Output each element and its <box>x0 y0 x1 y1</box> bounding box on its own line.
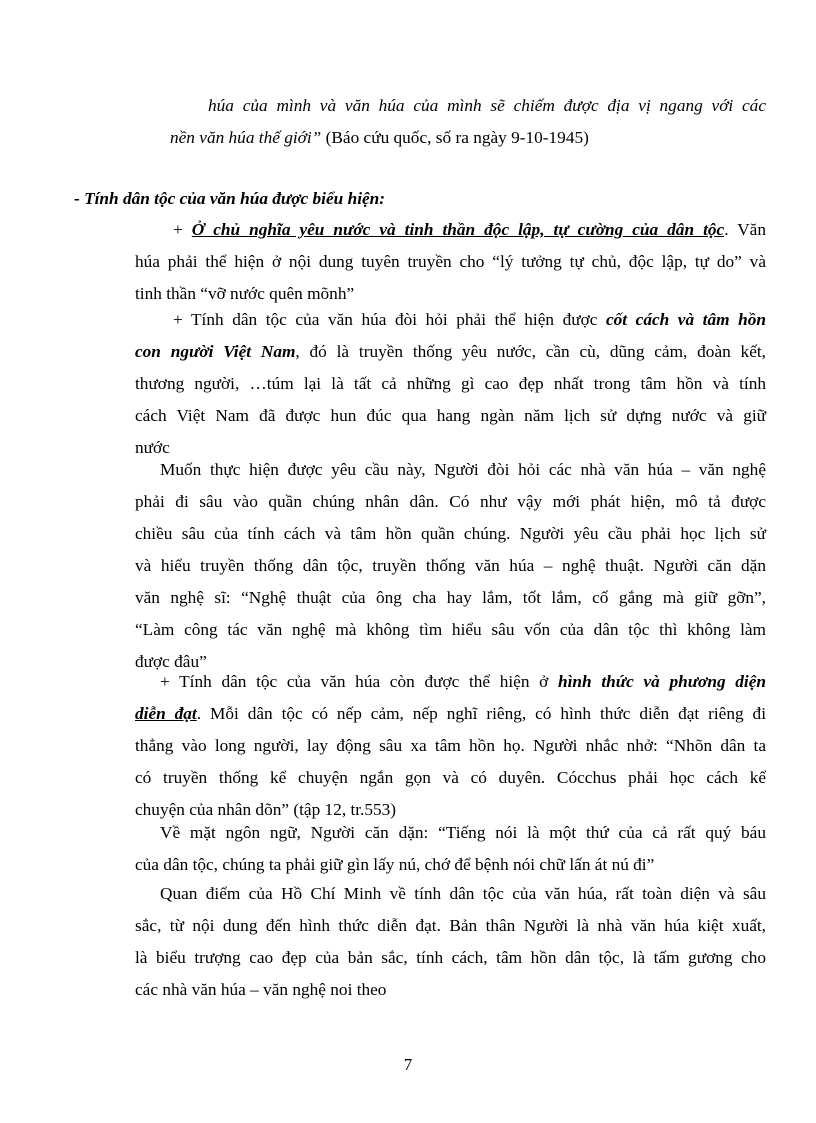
para1-line-1 <box>173 214 766 246</box>
para6-line-4: các nhà văn húa – văn nghệ noi theo <box>135 980 387 999</box>
paragraph-1 <box>135 214 766 310</box>
para2-line-5: nước <box>135 438 170 457</box>
para3-line-5: văn nghệ sĩ: “Nghệ thuật của ông cha hay lắm, tốt lắm, cố gắng mà giữ gỡn”, <box>135 588 766 607</box>
section-heading <box>74 183 674 215</box>
para2-text-1: + Tính dân tộc của văn húa đòi hỏi phải thể hiện được <box>173 310 606 329</box>
para3-line-4: và hiểu truyền thống dân tộc, truyền thống văn húa – nghệ thuật. Người căn dặn <box>135 556 766 575</box>
para5-line-2: của dân tộc, chúng ta phải giữ gìn lấy nú, chớ để bệnh nói chữ lấn át nú đi” <box>135 855 655 874</box>
para5-line-1: Về mặt ngôn ngữ, Người căn dặn: “Tiếng nói là một thứ của cả rất quý báu <box>160 823 766 842</box>
para1-after: . Văn <box>724 220 766 239</box>
para6-line-3: là biểu trượng cao đẹp của bản sắc, tính cách, tâm hồn dân tộc, là tấm gương cho <box>135 948 766 967</box>
paragraph-6 <box>135 878 766 1006</box>
quote-line-2 <box>170 122 690 154</box>
para3-line-1: Muốn thực hiện được yêu cầu này, Người đòi hỏi các nhà văn húa – văn nghệ <box>160 460 766 479</box>
para2-text-2: , đó là truyền thống yêu nước, cần cù, dũng cảm, đoàn kết, <box>295 342 766 361</box>
para2-line-2 <box>135 336 766 368</box>
heading-text: - Tính dân tộc của văn húa được biểu hiện: <box>74 189 386 208</box>
paragraph-4 <box>135 666 766 826</box>
para4-emphasis-1: hình thức và phương diện <box>558 672 766 691</box>
para1-prefix: + <box>173 220 192 239</box>
para4-line-1 <box>160 666 766 698</box>
para2-line-4: cách Việt Nam đã được hun đúc qua hang ngàn năm lịch sử dựng nước và giữ <box>135 406 766 425</box>
quote-block <box>208 90 766 122</box>
para4-line-4: có truyền thống kể chuyện ngắn gọn và có duyên. Cócchus phải học cách kể <box>135 768 766 787</box>
para4-line-3: thẳng vào long người, lay động sâu xa tâm hồn họ. Người nhắc nhở: “Nhõn dân ta <box>135 736 766 755</box>
para4-line-2 <box>135 698 766 730</box>
paragraph-5 <box>135 817 766 881</box>
quote-italic-text: nền văn húa thế giới” <box>170 128 322 147</box>
paragraph-3 <box>135 454 766 678</box>
para2-emphasis-2: con người Việt Nam <box>135 342 296 361</box>
para2-line-1 <box>173 304 766 336</box>
para3-line-2: phải đi sâu vào quần chúng nhân dân. Có như vậy mới phát hiện, mô tả được <box>135 492 766 511</box>
para4-text-2: . Mỗi dân tộc có nếp cảm, nếp nghĩ riêng, có hình thức diễn đạt riêng đi <box>196 704 766 723</box>
para3-line-6: “Làm công tác văn nghệ mà không tìm hiểu sâu vốn của dân tộc thì không làm <box>135 620 766 639</box>
para3-line-7: được đâu” <box>135 652 207 671</box>
para4-text-1: + Tính dân tộc của văn húa còn được thể hiện ở <box>160 672 559 691</box>
para3-line-3: chiều sâu của tính cách và tâm hồn quần chúng. Người yêu cầu phải học lịch sử <box>135 524 766 543</box>
paragraph-2 <box>135 304 766 464</box>
para2-line-3: thương người, …túm lại là tất cả những gì cao đẹp nhất trong tâm hồn và tính <box>135 374 766 393</box>
para4-line-5: chuyện của nhân dõn” (tập 12, tr.553) <box>135 800 397 819</box>
quote-source: (Báo cứu quốc, số ra ngày 9-10-1945) <box>321 128 589 147</box>
quote-line-1: húa của mình và văn húa của mình sẽ chiếm được địa vị ngang với các <box>208 96 766 115</box>
para4-emphasis-2: diễn đạt <box>135 704 197 723</box>
para1-line-3: tinh thần “vỡ nước quên mõnh” <box>135 284 355 303</box>
quote-block-2 <box>170 122 690 154</box>
para6-line-2: sắc, từ nội dung đến hình thức diễn đạt. Bản thân Người là nhà văn húa kiệt xuất, <box>135 916 766 935</box>
para2-emphasis-1: cốt cách và tâm hồn <box>605 310 766 329</box>
para1-line-2: húa phải thể hiện ở nội dung tuyên truyền cho “lý tưởng tự chủ, độc lập, tự do” và <box>135 252 766 271</box>
para1-emphasis: Ở chủ nghĩa yêu nước và tinh thần độc lập, tự cường của dân tộc <box>191 220 725 239</box>
para6-line-1: Quan điểm của Hồ Chí Minh về tính dân tộc của văn húa, rất toàn diện và sâu <box>160 884 766 903</box>
page-number: 7 <box>403 1055 413 1074</box>
